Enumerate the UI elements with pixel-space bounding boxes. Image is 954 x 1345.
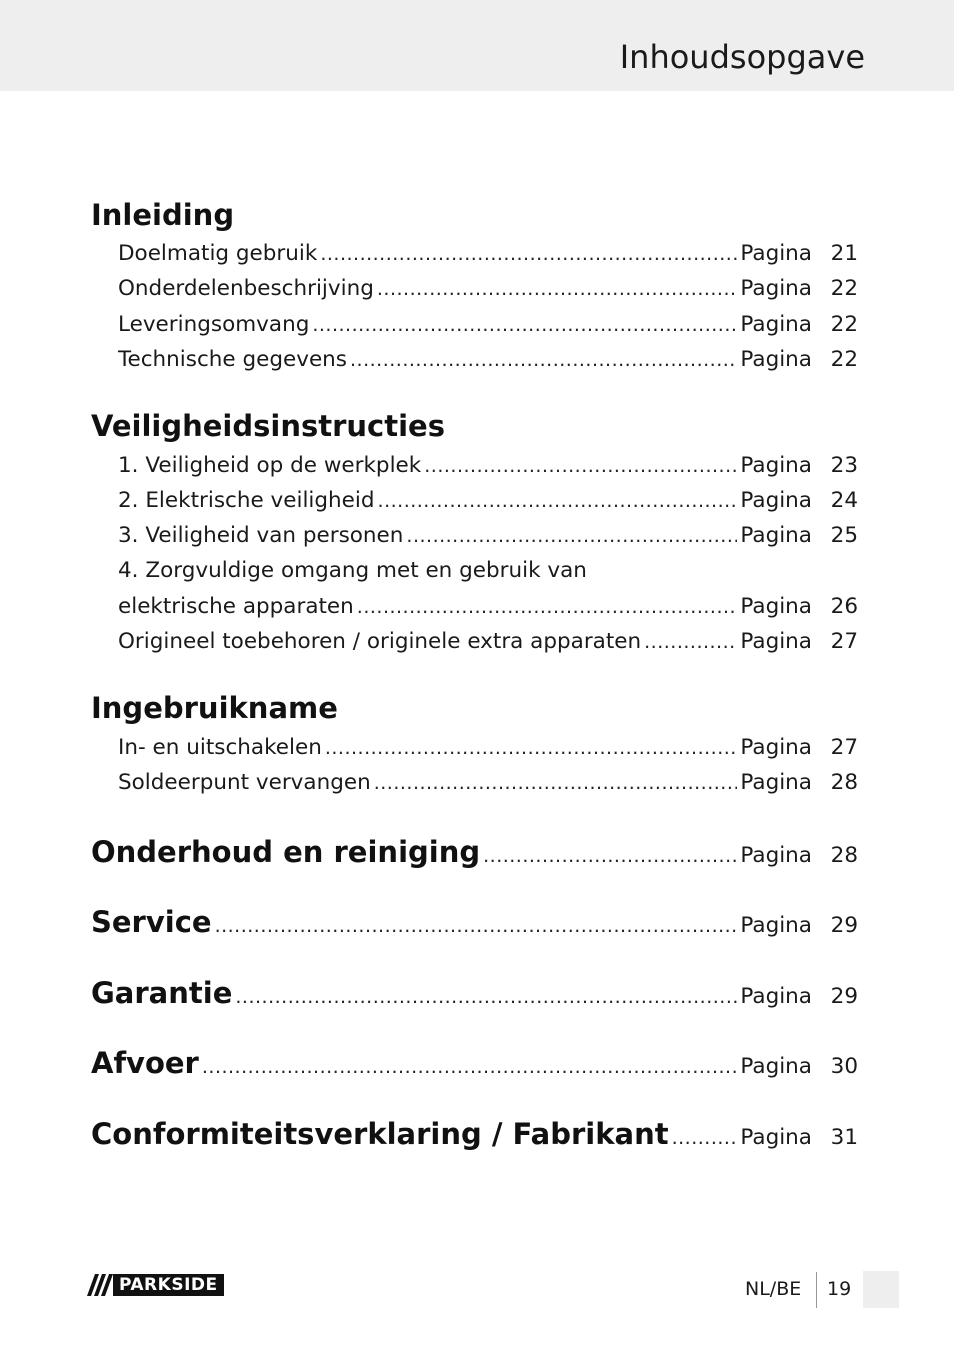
toc-main-entry[interactable] (91, 1043, 858, 1083)
toc-entry[interactable] (118, 486, 858, 516)
toc-entry-label: Origineel toebehoren / originele extra apparaten (118, 629, 642, 654)
toc-entry-label: Soldeerpunt vervangen (118, 770, 371, 795)
page-word: Pagina (740, 1054, 812, 1079)
dot-leader (202, 1047, 738, 1087)
dot-leader (424, 451, 737, 481)
toc-entry-label: 2. Elektrische veiligheid (118, 488, 375, 513)
toc-entry[interactable] (118, 768, 858, 798)
page-word: Pagina (740, 770, 812, 795)
page-number: 23 (830, 453, 858, 478)
page-number: 22 (830, 347, 858, 372)
toc-main-entry[interactable] (91, 902, 858, 942)
page-word: Pagina (740, 453, 812, 478)
section-heading-ingebruikname: Ingebruikname (91, 691, 338, 725)
dot-leader (644, 627, 737, 657)
toc-entry[interactable] (118, 627, 858, 657)
page-word: Pagina (740, 523, 812, 548)
toc-entry-label: Onderdelenbeschrijving (118, 276, 374, 301)
toc-entry[interactable] (118, 521, 858, 551)
page-number: 29 (830, 913, 858, 938)
page-number: 25 (830, 523, 858, 548)
dot-leader (350, 345, 737, 375)
page-word: Pagina (740, 1125, 812, 1150)
dot-leader (357, 592, 738, 622)
page-word: Pagina (740, 984, 812, 1009)
page-number: 28 (830, 770, 858, 795)
dot-leader (378, 486, 738, 516)
page-title: Inhoudsopgave (619, 38, 865, 76)
toc-entry-label: In- en uitschakelen (118, 735, 322, 760)
dot-leader (374, 768, 738, 798)
dot-leader (320, 239, 737, 269)
logo-stripes-icon (91, 1274, 113, 1296)
toc-entry-continued[interactable] (118, 556, 858, 586)
dot-leader (215, 906, 738, 946)
page-number: 22 (830, 276, 858, 301)
page-number: 24 (830, 488, 858, 513)
toc-main-entry[interactable] (91, 973, 858, 1013)
page-number: 28 (830, 843, 858, 868)
footer-page-number: 19 (827, 1278, 852, 1300)
toc-main-entry[interactable] (91, 1114, 858, 1154)
section-heading-inleiding: Inleiding (91, 198, 235, 232)
dot-leader (406, 521, 737, 551)
toc-entry-label: Leveringsomvang (118, 312, 310, 337)
toc-entry[interactable] (118, 733, 858, 763)
page-word: Pagina (740, 347, 812, 372)
toc-entry[interactable] (118, 451, 858, 481)
page-word: Pagina (740, 629, 812, 654)
toc-entry-label: Technische gegevens (118, 347, 347, 372)
dot-leader (377, 274, 738, 304)
footer-page-tab (863, 1271, 899, 1308)
toc-main-entry-label: Conformiteitsverklaring / Fabrikant (91, 1117, 669, 1151)
toc-entry[interactable] (118, 310, 858, 340)
dot-leader (325, 733, 738, 763)
toc-main-entry-label: Garantie (91, 976, 233, 1010)
toc-main-entry[interactable] (91, 832, 858, 872)
page-number: 31 (830, 1125, 858, 1150)
toc-entry[interactable] (118, 274, 858, 304)
page-number: 30 (830, 1054, 858, 1079)
page-number: 21 (830, 241, 858, 266)
page-word: Pagina (740, 594, 812, 619)
brand-name: PARKSIDE (113, 1274, 224, 1296)
section-heading-veiligheidsinstructies: Veiligheidsinstructies (91, 409, 445, 443)
footer-language: NL/BE (745, 1278, 802, 1300)
page-number: 26 (830, 594, 858, 619)
page-number: 27 (830, 735, 858, 760)
toc-entry-label: Doelmatig gebruik (118, 241, 318, 266)
dot-leader (235, 977, 737, 1017)
parkside-logo (91, 1274, 224, 1296)
page-number: 27 (830, 629, 858, 654)
page-word: Pagina (740, 276, 812, 301)
page-word: Pagina (740, 488, 812, 513)
dot-leader (483, 836, 737, 876)
toc-main-entry-label: Afvoer (91, 1046, 199, 1080)
toc-main-entry-label: Service (91, 905, 212, 939)
toc-entry-label: elektrische apparaten (118, 594, 354, 619)
toc-entry[interactable] (118, 239, 858, 269)
toc-entry[interactable] (118, 592, 858, 622)
dot-leader (672, 1118, 738, 1158)
dot-leader (312, 310, 737, 340)
toc-main-entry-label: Onderhoud en reiniging (91, 835, 481, 869)
toc-entry-label: 3. Veiligheid van personen (118, 523, 404, 548)
page-word: Pagina (740, 241, 812, 266)
page-number: 22 (830, 312, 858, 337)
page-word: Pagina (740, 913, 812, 938)
footer-divider (816, 1272, 817, 1308)
toc-entry-label: 4. Zorgvuldige omgang met en gebruik van (118, 558, 587, 583)
toc-entry-label: 1. Veiligheid op de werkplek (118, 453, 422, 478)
page-word: Pagina (740, 735, 812, 760)
page-word: Pagina (740, 843, 812, 868)
toc-entry[interactable] (118, 345, 858, 375)
page-word: Pagina (740, 312, 812, 337)
page-number: 29 (830, 984, 858, 1009)
